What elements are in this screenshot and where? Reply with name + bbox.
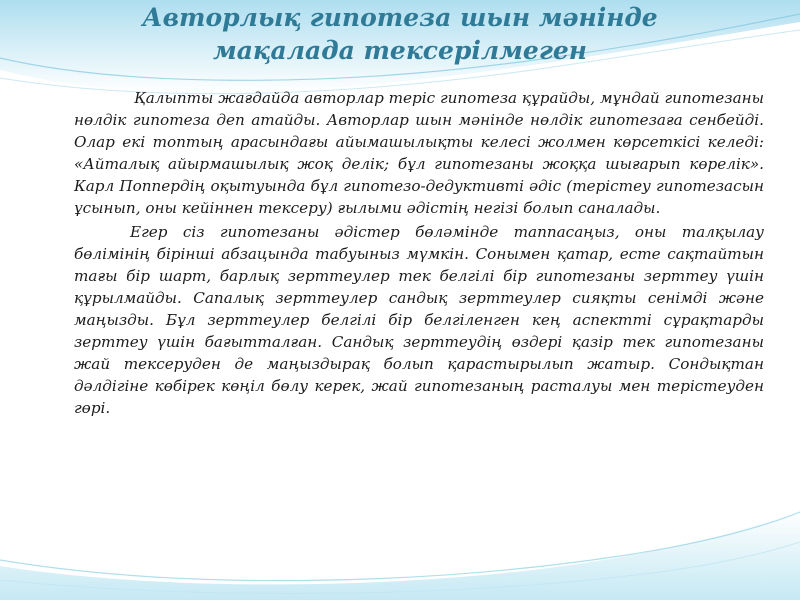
body-paragraph-1: Қалыпты жағдайда авторлар теріс гипотеза құрайды, мұндай гипотезаны нөлдік гипотеза деп атайды. Авторлар шын мәнінде нөлдік гипотезаға сенбейді. Олар екі топтың арасындағы айымашылықты келесі жолмен көрсеткісі келеді: «Айталық айырмашылық жоқ делік; бұл гипотезаны жоққа шығарып көрелік». Карл Поппердің оқытуында бұл гипотезо-дедуктивті әдіс (терістеу гипотезасын ұсынып, оны кейіннен тексеру) ғылыми әдістің негізі болып саналады. [74,89,764,217]
body-paragraph-2: Егер сіз гипотезаны әдістер бөләмінде таппасаңыз, оны талқылау бөлімінің бірінші абзацында табуыныз мүмкін. Сонымен қатар, есте сақтайтын тағы бір шарт, барлық зерттеулер тек белгілі бір гипотезаны зерттеу үшін құрылмайды. Сапалық зерттеулер сандық зерттеулер сияқты сенімді және маңызды. Бұл зерттеулер белгілі бір белгіленген кең аспектті сұрақтарды зерттеу үшін бағытталған. Сандық зерттеудің өздері қазір тек гипотезаны жай тексеруден де маңыздырақ болып қарастырылып жатыр. Сондықтан дәлдігіне көбірек көңіл бөлу керек, жай гипотезаның расталуы мен терістеуден гөрі. [74,223,764,417]
slide-title-line-1: Авторлық гипотеза шын мәнінде [142,3,658,32]
slide-title-line-2: мақалада тексерілмеген [212,36,588,65]
slide-body [74,87,764,419]
